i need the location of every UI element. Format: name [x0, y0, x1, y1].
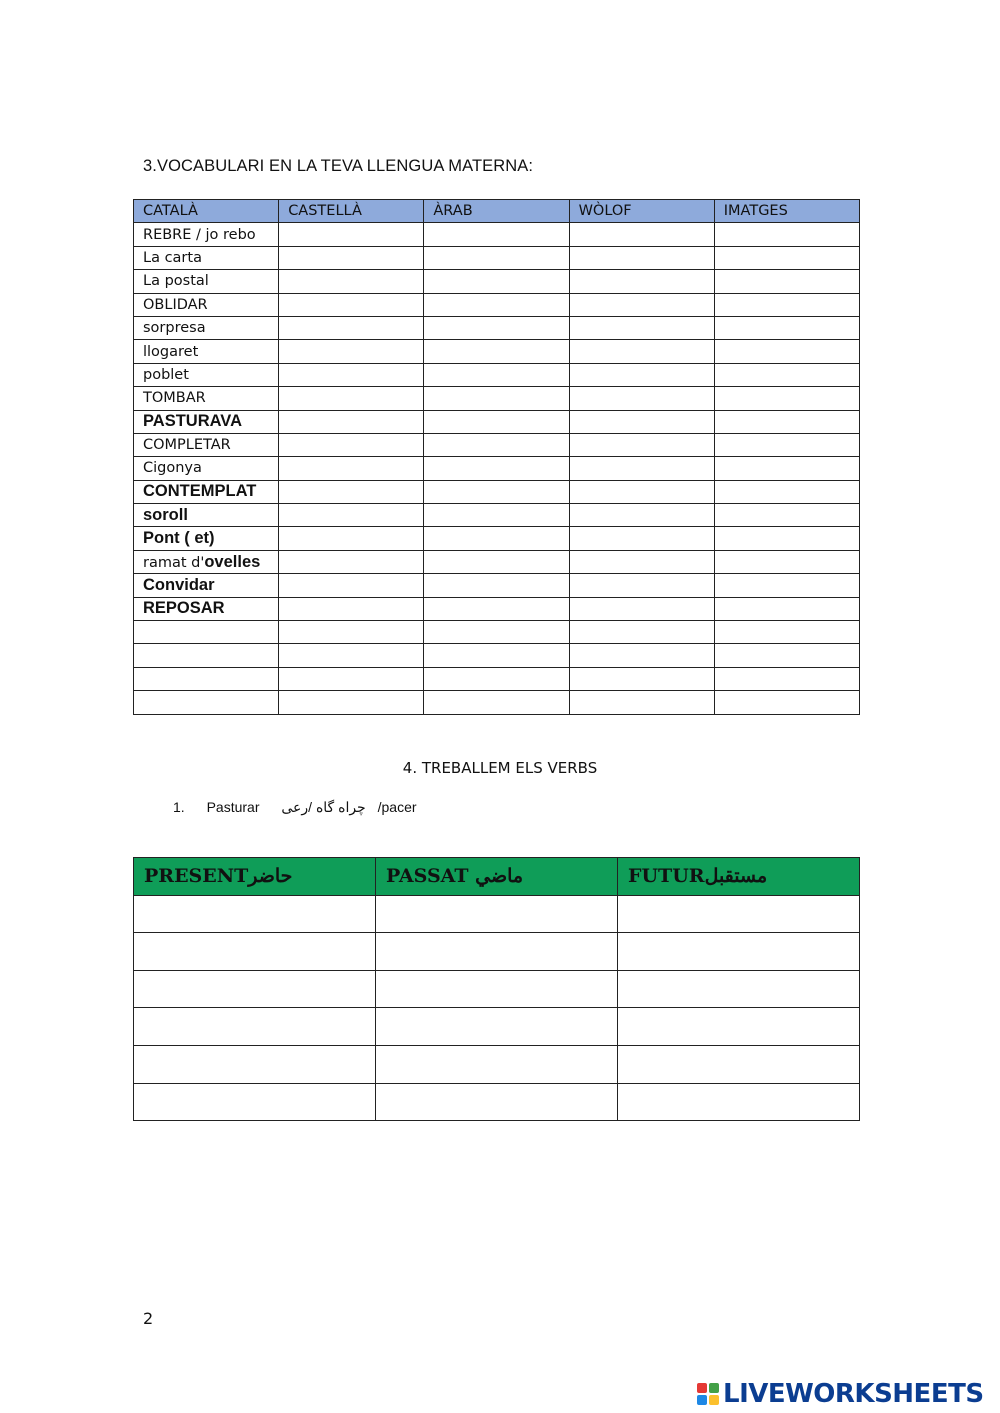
answer-cell[interactable] [424, 574, 569, 597]
word-cell: La carta [134, 246, 279, 269]
answer-cell[interactable] [279, 480, 424, 503]
table-row [134, 480, 860, 503]
table-row [134, 933, 860, 971]
answer-cell[interactable] [569, 387, 714, 410]
table-row [134, 270, 860, 293]
vocabulary-header-row [134, 200, 860, 223]
logo-square-blue [697, 1395, 707, 1405]
answer-cell[interactable] [279, 527, 424, 550]
word-cell: TOMBAR [134, 387, 279, 410]
word-cell: llogaret [134, 340, 279, 363]
verbs-header-row [134, 858, 860, 896]
liveworksheets-logo-text: LIVEWORKSHEETS [723, 1379, 984, 1409]
header-arab: ÀRAB [424, 200, 569, 223]
answer-cell[interactable] [134, 1045, 376, 1083]
answer-cell[interactable] [279, 597, 424, 620]
header-imatges: IMATGES [714, 200, 859, 223]
answer-cell[interactable] [424, 363, 569, 386]
answer-cell[interactable] [279, 270, 424, 293]
answer-cell[interactable] [714, 457, 859, 480]
word-cell: CONTEMPLAT [134, 480, 279, 503]
table-row [134, 293, 860, 316]
answer-cell[interactable] [424, 316, 569, 339]
ramat-bold: ovelles [204, 552, 261, 571]
answer-cell[interactable] [569, 667, 714, 690]
logo-square-yellow [709, 1395, 719, 1405]
table-row [134, 223, 860, 246]
answer-cell[interactable] [424, 387, 569, 410]
word-cell: COMPLETAR [134, 433, 279, 456]
verb-item-number: 1. [173, 799, 185, 815]
answer-cell[interactable] [569, 270, 714, 293]
logo-square-red [697, 1383, 707, 1393]
answer-cell[interactable] [424, 433, 569, 456]
table-row [134, 410, 860, 433]
answer-cell[interactable] [569, 597, 714, 620]
answer-cell[interactable] [424, 504, 569, 527]
answer-cell[interactable] [424, 293, 569, 316]
answer-cell[interactable] [714, 574, 859, 597]
table-row [134, 895, 860, 933]
word-cell: REBRE / jo rebo [134, 223, 279, 246]
table-row [134, 1083, 860, 1121]
answer-cell[interactable] [569, 621, 714, 644]
answer-cell[interactable] [376, 1008, 618, 1046]
answer-cell[interactable] [376, 1083, 618, 1121]
table-row [134, 691, 860, 714]
answer-cell[interactable] [134, 1083, 376, 1121]
table-row [134, 550, 860, 573]
answer-cell[interactable] [424, 550, 569, 573]
table-row [134, 246, 860, 269]
blank-cell[interactable] [134, 667, 279, 690]
answer-cell[interactable] [569, 644, 714, 667]
verb-item-catalan: Pasturar [206, 799, 260, 815]
answer-cell[interactable] [424, 527, 569, 550]
vocabulary-table [133, 199, 860, 715]
answer-cell[interactable] [279, 410, 424, 433]
answer-cell[interactable] [279, 550, 424, 573]
answer-cell[interactable] [424, 621, 569, 644]
table-row [134, 363, 860, 386]
blank-cell[interactable] [134, 644, 279, 667]
word-cell: OBLIDAR [134, 293, 279, 316]
answer-cell[interactable] [134, 933, 376, 971]
answer-cell[interactable] [424, 223, 569, 246]
ramat-prefix: ramat d' [143, 554, 205, 571]
answer-cell[interactable] [424, 457, 569, 480]
answer-cell[interactable] [424, 691, 569, 714]
answer-cell[interactable] [134, 970, 376, 1008]
blank-cell[interactable] [134, 621, 279, 644]
table-row [134, 970, 860, 1008]
table-row [134, 433, 860, 456]
answer-cell[interactable] [569, 550, 714, 573]
answer-cell[interactable] [569, 293, 714, 316]
answer-cell[interactable] [714, 270, 859, 293]
answer-cell[interactable] [569, 410, 714, 433]
verbs-table [133, 857, 860, 1121]
answer-cell[interactable] [569, 223, 714, 246]
answer-cell[interactable] [279, 387, 424, 410]
answer-cell[interactable] [569, 433, 714, 456]
answer-cell[interactable] [279, 621, 424, 644]
answer-cell[interactable] [569, 316, 714, 339]
answer-cell[interactable] [714, 504, 859, 527]
answer-cell[interactable] [714, 340, 859, 363]
table-row [134, 457, 860, 480]
logo-square-green [709, 1383, 719, 1393]
answer-cell[interactable] [134, 895, 376, 933]
table-row [134, 1045, 860, 1083]
answer-cell[interactable] [424, 340, 569, 363]
answer-cell[interactable] [376, 970, 618, 1008]
table-row [134, 316, 860, 339]
answer-cell[interactable] [376, 1045, 618, 1083]
header-catala: CATALÀ [134, 200, 279, 223]
answer-cell[interactable] [569, 457, 714, 480]
answer-cell[interactable] [279, 246, 424, 269]
word-cell: REPOSAR [134, 597, 279, 620]
answer-cell[interactable] [714, 410, 859, 433]
verb-item-spanish: /pacer [377, 799, 417, 815]
answer-cell[interactable] [569, 504, 714, 527]
answer-cell[interactable] [618, 895, 860, 933]
answer-cell[interactable] [279, 504, 424, 527]
verb-item-persian: چراه گاه /رعی [281, 799, 366, 815]
header-castella: CASTELLÀ [279, 200, 424, 223]
answer-cell[interactable] [424, 410, 569, 433]
answer-cell[interactable] [714, 433, 859, 456]
word-cell: soroll [134, 504, 279, 527]
answer-cell[interactable] [618, 970, 860, 1008]
table-row [134, 1008, 860, 1046]
answer-cell[interactable] [569, 246, 714, 269]
answer-cell[interactable] [376, 895, 618, 933]
table-row [134, 527, 860, 550]
table-row [134, 667, 860, 690]
answer-cell[interactable] [714, 597, 859, 620]
answer-cell[interactable] [569, 574, 714, 597]
answer-cell[interactable] [424, 644, 569, 667]
table-row [134, 574, 860, 597]
word-cell: poblet [134, 363, 279, 386]
answer-cell[interactable] [714, 223, 859, 246]
answer-cell[interactable] [279, 433, 424, 456]
answer-cell[interactable] [618, 933, 860, 971]
answer-cell[interactable] [569, 691, 714, 714]
word-cell: La postal [134, 270, 279, 293]
answer-cell[interactable] [279, 363, 424, 386]
answer-cell[interactable] [279, 340, 424, 363]
answer-cell[interactable] [279, 316, 424, 339]
word-cell: Convidar [134, 574, 279, 597]
answer-cell[interactable] [424, 597, 569, 620]
answer-cell[interactable] [279, 293, 424, 316]
answer-cell[interactable] [424, 246, 569, 269]
answer-cell[interactable] [714, 387, 859, 410]
answer-cell[interactable] [714, 293, 859, 316]
answer-cell[interactable] [424, 667, 569, 690]
answer-cell[interactable] [714, 644, 859, 667]
answer-cell[interactable] [714, 527, 859, 550]
answer-cell[interactable] [279, 223, 424, 246]
answer-cell[interactable] [376, 933, 618, 971]
liveworksheets-logo-icon [697, 1383, 719, 1405]
section-4-title: 4. TREBALLEM ELS VERBS [402, 759, 598, 777]
answer-cell[interactable] [569, 480, 714, 503]
table-row [134, 387, 860, 410]
answer-cell[interactable] [714, 550, 859, 573]
page-number: 2 [143, 1309, 154, 1328]
blank-cell[interactable] [134, 691, 279, 714]
answer-cell[interactable] [714, 316, 859, 339]
answer-cell[interactable] [279, 667, 424, 690]
answer-cell[interactable] [569, 363, 714, 386]
answer-cell[interactable] [714, 480, 859, 503]
answer-cell[interactable] [618, 1045, 860, 1083]
answer-cell[interactable] [279, 574, 424, 597]
header-wolof: WÒLOF [569, 200, 714, 223]
answer-cell[interactable] [618, 1008, 860, 1046]
section-3-title: 3.VOCABULARI EN LA TEVA LLENGUA MATERNA: [143, 157, 534, 175]
table-row [134, 504, 860, 527]
header-futur: FUTURمستقبل [618, 858, 860, 896]
answer-cell[interactable] [714, 621, 859, 644]
answer-cell[interactable] [279, 644, 424, 667]
answer-cell[interactable] [279, 457, 424, 480]
answer-cell[interactable] [569, 527, 714, 550]
table-row [134, 644, 860, 667]
liveworksheets-logo [697, 1379, 984, 1409]
verb-item [173, 799, 435, 816]
header-passat: PASSAT ماضي [376, 858, 618, 896]
word-cell [134, 550, 279, 573]
answer-cell[interactable] [714, 691, 859, 714]
answer-cell[interactable] [714, 246, 859, 269]
answer-cell[interactable] [714, 667, 859, 690]
answer-cell[interactable] [424, 480, 569, 503]
table-row [134, 340, 860, 363]
table-row [134, 621, 860, 644]
answer-cell[interactable] [134, 1008, 376, 1046]
answer-cell[interactable] [569, 340, 714, 363]
word-cell: PASTURAVA [134, 410, 279, 433]
table-row [134, 597, 860, 620]
answer-cell[interactable] [618, 1083, 860, 1121]
answer-cell[interactable] [714, 363, 859, 386]
word-cell: Pont ( et) [134, 527, 279, 550]
header-present: PRESENTحاضر [134, 858, 376, 896]
answer-cell[interactable] [279, 691, 424, 714]
answer-cell[interactable] [424, 270, 569, 293]
word-cell: Cigonya [134, 457, 279, 480]
word-cell: sorpresa [134, 316, 279, 339]
